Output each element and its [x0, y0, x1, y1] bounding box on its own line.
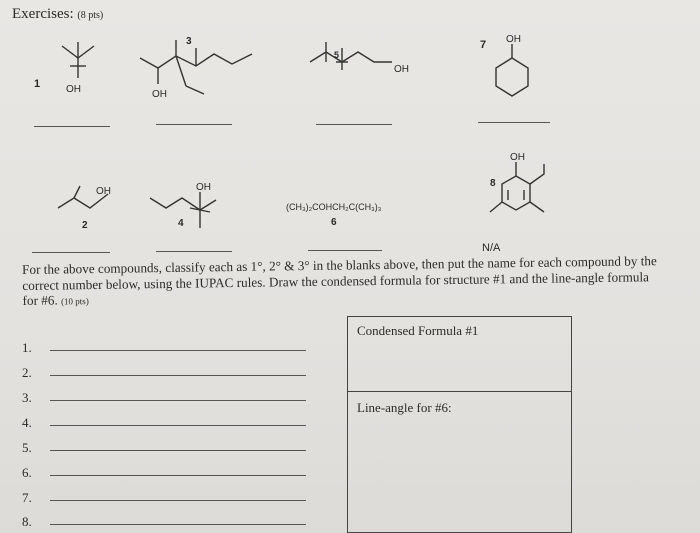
- structure-5-number: 5: [334, 50, 340, 60]
- blank-7[interactable]: [478, 122, 550, 123]
- answer-number-7: 7.: [22, 490, 32, 505]
- structure-1: [34, 42, 94, 95]
- answer-line-5[interactable]: [50, 450, 306, 451]
- answer-number-6: 6.: [22, 465, 32, 480]
- structure-4-oh: OH: [196, 182, 211, 193]
- structure-7: [480, 34, 528, 96]
- answer-number-5: 5.: [22, 440, 32, 455]
- answer-number-2: 2.: [22, 365, 32, 380]
- instructions: [22, 253, 663, 310]
- structure-1-oh: OH: [66, 84, 81, 95]
- structure-7-oh: OH: [506, 34, 521, 45]
- blank-3[interactable]: [156, 124, 232, 125]
- structure-1-number: 1: [34, 78, 41, 90]
- structure-6: [286, 202, 382, 228]
- blank-1[interactable]: [34, 126, 110, 127]
- structure-3-oh: OH: [152, 89, 167, 100]
- answer-line-6[interactable]: [50, 475, 306, 476]
- answer-number-8: 8.: [22, 514, 32, 529]
- structure-3: [140, 36, 252, 100]
- title-points: (8 pts): [77, 10, 104, 21]
- title-text: Exercises:: [12, 6, 74, 22]
- structure-2-oh: OH: [96, 186, 111, 197]
- answer-number-1: 1.: [22, 340, 32, 355]
- na-label: N/A: [482, 242, 501, 254]
- instructions-points: (10 pts): [60, 296, 89, 307]
- answer-number-4: 4.: [22, 415, 32, 430]
- structure-6-number: 6: [331, 217, 337, 228]
- answer-line-1[interactable]: [50, 350, 306, 351]
- answer-line-3[interactable]: [50, 400, 306, 401]
- blank-6[interactable]: [308, 250, 382, 251]
- answer-line-8[interactable]: [50, 524, 306, 525]
- structure-5-oh: OH: [394, 64, 409, 75]
- structure-8-number: 8: [490, 178, 496, 189]
- answer-line-4[interactable]: [50, 425, 306, 426]
- blank-4[interactable]: [156, 251, 232, 252]
- instructions-text: For the above compounds, classify each as 1°, 2° & 3° in the blanks above, then put the name for each compound by the correct number below, using the IUPAC rules. Draw the condensed formula for structure #1 and the line-angle formula for #6.: [22, 253, 657, 308]
- formula-boxes: [347, 316, 572, 533]
- structure-3-number: 3: [186, 36, 192, 47]
- answer-line-2[interactable]: [50, 375, 306, 376]
- line-angle-label: Line-angle for #6:: [357, 400, 452, 415]
- blank-2[interactable]: [32, 252, 110, 253]
- structures-drawing: [0, 0, 700, 260]
- answer-number-3: 3.: [22, 390, 32, 405]
- structure-8: [490, 152, 544, 212]
- structure-2-number: 2: [82, 220, 88, 231]
- structure-4-number: 4: [178, 218, 184, 229]
- structure-8-oh: OH: [510, 152, 525, 163]
- structure-6-formula: (CH₃)₂COHCH₂C(CH₃)₃: [286, 202, 382, 212]
- structure-4: [150, 182, 216, 229]
- answer-line-7[interactable]: [50, 500, 306, 501]
- box-divider: [348, 391, 571, 392]
- structure-7-number: 7: [480, 39, 487, 51]
- structure-2: [58, 186, 111, 231]
- blank-5[interactable]: [316, 124, 392, 125]
- condensed-formula-label: Condensed Formula #1: [357, 323, 479, 338]
- structure-5: [310, 42, 409, 75]
